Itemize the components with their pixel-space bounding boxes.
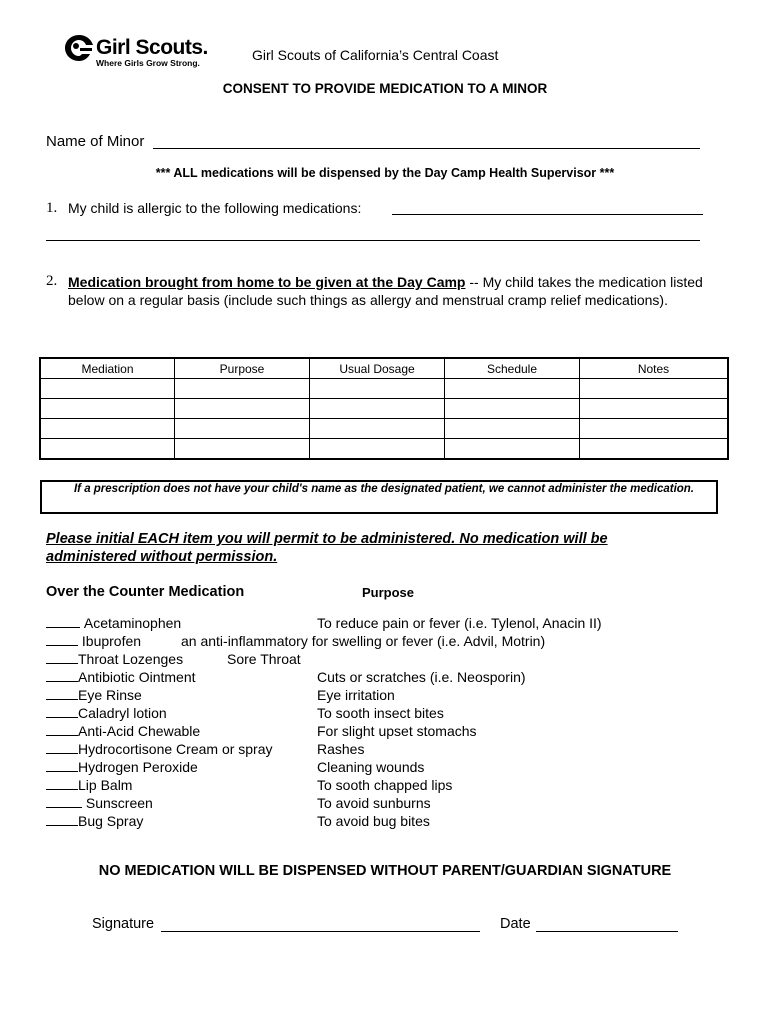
initial-field[interactable] xyxy=(46,633,78,646)
column-header: Mediation xyxy=(40,358,175,379)
minor-name-label: Name of Minor xyxy=(46,133,145,150)
column-header: Notes xyxy=(580,358,729,379)
table-cell[interactable] xyxy=(310,419,445,439)
question-2-number: 2. xyxy=(46,273,58,289)
otc-item xyxy=(46,723,200,739)
initial-field[interactable] xyxy=(46,759,78,772)
otc-item-purpose: an anti-inflammatory for swelling or fever (i.e. Advil, Motrin) xyxy=(181,633,546,649)
date-label: Date xyxy=(500,916,531,932)
date-field[interactable] xyxy=(536,931,678,932)
table-cell[interactable] xyxy=(580,379,729,399)
otc-item xyxy=(46,795,153,811)
organization-name: Girl Scouts of California’s Central Coast xyxy=(252,47,499,63)
otc-item xyxy=(46,741,273,757)
initial-field[interactable] xyxy=(46,795,82,808)
otc-item-name: Hydrogen Peroxide xyxy=(78,759,198,775)
table-cell[interactable] xyxy=(40,399,175,419)
logo-tagline: Where Girls Grow Strong. xyxy=(96,58,200,68)
otc-item-purpose: Cleaning wounds xyxy=(317,759,425,775)
table-cell[interactable] xyxy=(175,399,310,419)
otc-item-purpose: Cuts or scratches (i.e. Neosporin) xyxy=(317,669,526,685)
otc-purpose-heading: Purpose xyxy=(362,585,415,600)
initial-field[interactable] xyxy=(46,813,78,826)
otc-item-name: Lip Balm xyxy=(78,777,133,793)
otc-item-name: Acetaminophen xyxy=(83,615,182,631)
otc-item xyxy=(46,777,132,793)
table-cell[interactable] xyxy=(445,379,580,399)
table-cell[interactable] xyxy=(175,379,310,399)
initial-field[interactable] xyxy=(46,777,78,790)
otc-heading: Over the Counter Medication xyxy=(46,584,245,600)
medication-table xyxy=(39,357,729,460)
otc-item-name: Antibiotic Ointment xyxy=(78,669,196,685)
table-row xyxy=(40,419,728,439)
otc-item-name: Sunscreen xyxy=(85,795,153,811)
otc-item xyxy=(46,687,142,703)
table-row xyxy=(40,399,728,419)
column-header: Usual Dosage xyxy=(310,358,445,379)
column-header: Schedule xyxy=(445,358,580,379)
table-cell[interactable] xyxy=(445,399,580,419)
otc-item-name: Bug Spray xyxy=(78,813,144,829)
form-title: CONSENT TO PROVIDE MEDICATION TO A MINOR xyxy=(222,81,548,96)
otc-item xyxy=(46,633,141,649)
signature-label: Signature xyxy=(92,916,155,932)
otc-item xyxy=(46,813,143,829)
otc-item-purpose: To sooth insect bites xyxy=(317,705,444,721)
otc-item xyxy=(46,705,167,721)
table-cell[interactable] xyxy=(310,399,445,419)
table-cell[interactable] xyxy=(580,419,729,439)
otc-item-name: Eye Rinse xyxy=(78,687,142,703)
table-row xyxy=(40,439,728,460)
table-cell[interactable] xyxy=(445,439,580,460)
table-cell[interactable] xyxy=(40,439,175,460)
otc-item-purpose: Sore Throat xyxy=(227,651,301,667)
table-cell[interactable] xyxy=(445,419,580,439)
initial-field[interactable] xyxy=(46,615,80,628)
otc-item xyxy=(46,669,196,685)
otc-item-name: Ibuprofen xyxy=(81,633,142,649)
logo-name: Girl Scouts. xyxy=(96,36,208,59)
girl-scouts-logo-icon xyxy=(64,34,94,62)
initial-field[interactable] xyxy=(46,723,78,736)
question-1-text: My child is allergic to the following medications: xyxy=(68,200,362,216)
question-2-body: -- My child takes the medication listed below on a regular basis (include such things as allergy and menstrual cramp relief medications). xyxy=(68,274,703,308)
otc-item-purpose: Rashes xyxy=(317,741,365,757)
otc-item-purpose: Eye irritation xyxy=(317,687,395,703)
otc-item-purpose: To reduce pain or fever (i.e. Tylenol, Anacin II) xyxy=(317,615,602,631)
signature-requirement-notice: NO MEDICATION WILL BE DISPENSED WITHOUT PARENT/GUARDIAN SIGNATURE xyxy=(98,863,672,879)
initial-field[interactable] xyxy=(46,741,78,754)
initial-instruction: Please initial EACH item you will permit to be administered. No medication will be administered without permission. xyxy=(46,531,608,565)
initial-field[interactable] xyxy=(46,651,78,664)
question-2-heading: Medication brought from home to be given at the Day Camp xyxy=(68,274,466,290)
table-cell[interactable] xyxy=(40,419,175,439)
otc-item xyxy=(46,759,198,775)
signature-field[interactable] xyxy=(161,931,480,932)
table-cell[interactable] xyxy=(580,439,729,460)
column-header: Purpose xyxy=(175,358,310,379)
otc-item xyxy=(46,651,183,667)
initial-field[interactable] xyxy=(46,687,78,700)
otc-item-name: Caladryl lotion xyxy=(78,705,167,721)
allergy-field-line-2[interactable] xyxy=(46,240,700,241)
otc-item xyxy=(46,615,181,631)
initial-field[interactable] xyxy=(46,705,78,718)
otc-item-name: Anti-Acid Chewable xyxy=(78,723,201,739)
minor-name-field[interactable] xyxy=(153,148,700,149)
otc-item-purpose: To avoid sunburns xyxy=(317,795,431,811)
table-cell[interactable] xyxy=(310,379,445,399)
otc-item-purpose: To avoid bug bites xyxy=(317,813,430,829)
otc-item-name: Throat Lozenges xyxy=(78,651,184,667)
table-cell[interactable] xyxy=(175,439,310,460)
table-cell[interactable] xyxy=(580,399,729,419)
dispense-notice: *** ALL medications will be dispensed by the Day Camp Health Supervisor *** xyxy=(155,166,615,180)
initial-field[interactable] xyxy=(46,669,78,682)
otc-item-purpose: For slight upset stomachs xyxy=(317,723,477,739)
table-cell[interactable] xyxy=(175,419,310,439)
table-row xyxy=(40,379,728,399)
prescription-warning: If a prescription does not have your child's name as the designated patient, we cannot administer the medication. xyxy=(73,483,695,495)
otc-item-purpose: To sooth chapped lips xyxy=(317,777,453,793)
allergy-field-line-1[interactable] xyxy=(392,214,703,215)
question-1-number: 1. xyxy=(46,200,58,216)
table-cell[interactable] xyxy=(40,379,175,399)
table-cell[interactable] xyxy=(310,439,445,460)
otc-item-name: Hydrocortisone Cream or spray xyxy=(78,741,273,757)
question-2-text xyxy=(68,273,728,309)
